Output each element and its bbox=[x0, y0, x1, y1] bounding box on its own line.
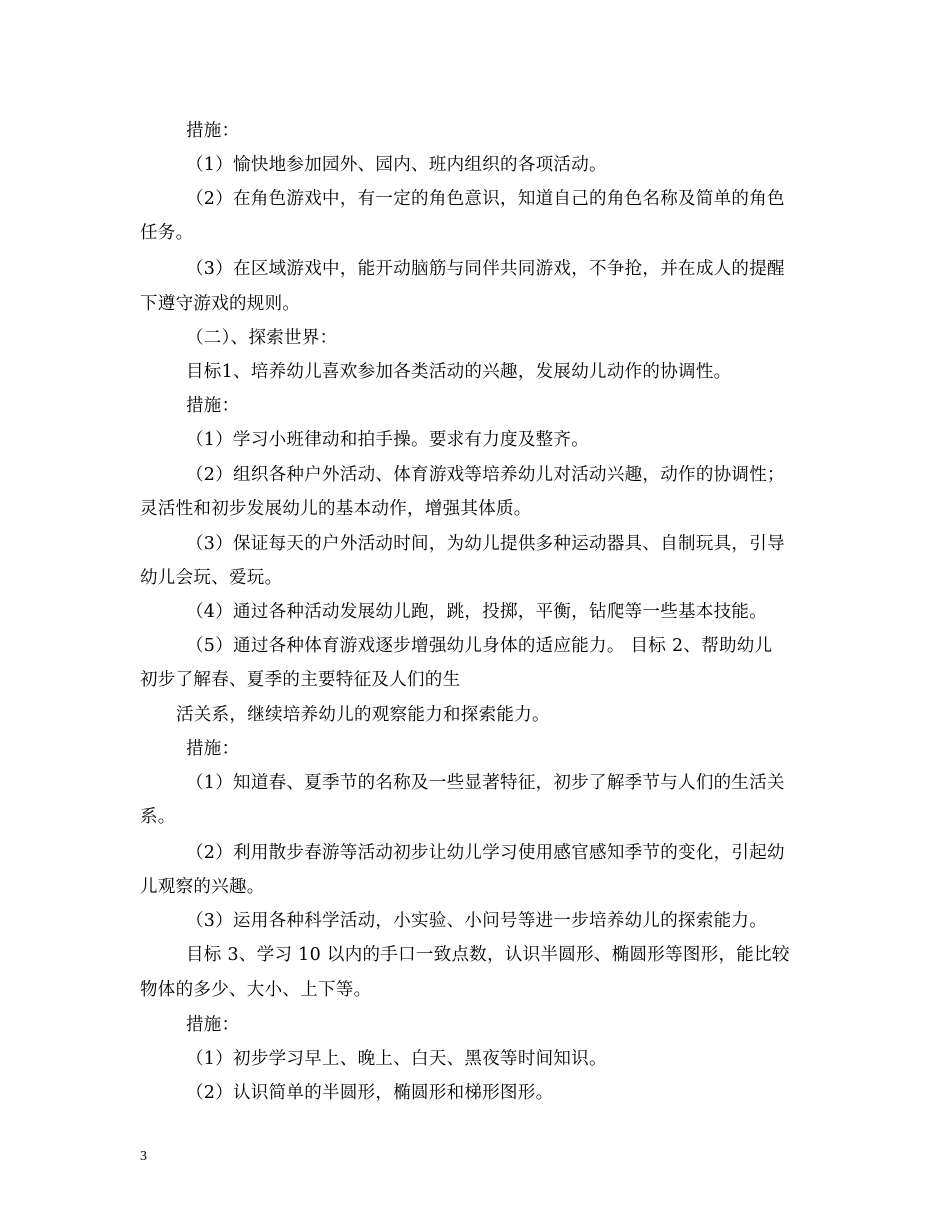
text-line: （3）在区域游戏中，能开动脑筋与同伴共同游戏，不争抢，并在成人的提醒 bbox=[186, 259, 785, 279]
text-line: （2）利用散步春游等活动初步让幼儿学习使用感官感知季节的变化，引起幼 bbox=[186, 843, 785, 863]
text-line: （1）初步学习早上、晚上、白天、黑夜等时间知识。 bbox=[186, 1049, 607, 1069]
text-line: 措施： bbox=[186, 739, 240, 759]
text-line: 目标1、培养幼儿喜欢参加各类活动的兴趣，发展幼儿动作的协调性。 bbox=[186, 362, 732, 382]
text-line: （2）在角色游戏中，有一定的角色意识，知道自己的角色名称及简单的角色 bbox=[186, 189, 785, 209]
text-line: 活关系，继续培养幼儿的观察能力和探索能力。 bbox=[176, 705, 550, 725]
text-line: （3）保证每天的户外活动时间，为幼儿提供多种运动器具、自制玩具，引导 bbox=[186, 534, 785, 554]
text-line: （2）认识简单的半圆形，椭圆形和梯形图形。 bbox=[186, 1083, 554, 1103]
text-line: 幼儿会玩、爱玩。 bbox=[140, 568, 283, 588]
text-line: 措施： bbox=[186, 121, 240, 141]
text-line: 儿观察的兴趣。 bbox=[140, 877, 265, 897]
text-line: 下遵守游戏的规则。 bbox=[140, 294, 301, 314]
text-line: 目标 3、学习 10 以内的手口一致点数，认识半圆形、椭圆形等图形，能比较 bbox=[186, 945, 790, 965]
section-heading: （二）、探索世界： bbox=[186, 328, 338, 348]
text-line: 措施： bbox=[186, 1015, 240, 1035]
page-number: 3 bbox=[140, 1149, 147, 1164]
text-line: （3）运用各种科学活动，小实验、小问号等进一步培养幼儿的探索能力。 bbox=[186, 911, 768, 931]
text-line: 灵活性和初步发展幼儿的基本动作，增强其体质。 bbox=[140, 499, 532, 519]
text-line: （4）通过各种活动发展幼儿跑，跳，投掷，平衡，钻爬等一些基本技能。 bbox=[186, 602, 768, 622]
text-line: （1）愉快地参加园外、园内、班内组织的各项活动。 bbox=[186, 155, 607, 175]
text-line: 物体的多少、大小、上下等。 bbox=[140, 980, 372, 1000]
text-line: 初步了解春、夏季的主要特征及人们的生 bbox=[140, 670, 461, 690]
text-line: （5）通过各种体育游戏逐步增强幼儿身体的适应能力。 目标 2、帮助幼儿 bbox=[186, 636, 773, 656]
text-line: （2）组织各种户外活动、体育游戏等培养幼儿对活动兴趣，动作的协调性； bbox=[186, 465, 785, 485]
text-line: （1）知道春、夏季节的名称及一些显著特征，初步了解季节与人们的生活关 bbox=[186, 773, 785, 793]
text-line: （1）学习小班律动和拍手操。要求有力度及整齐。 bbox=[186, 430, 590, 450]
text-line: 任务。 bbox=[140, 223, 194, 243]
text-line: 措施： bbox=[186, 396, 240, 416]
text-line: 系。 bbox=[140, 807, 176, 827]
